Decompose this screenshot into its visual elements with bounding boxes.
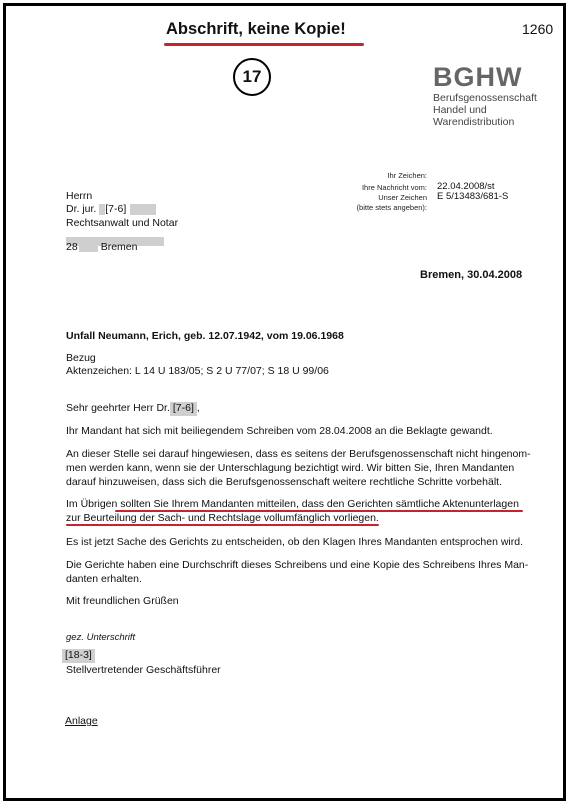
letter-subject: Unfall Neumann, Erich, geb. 12.07.1942, vom 19.06.1968 [66, 330, 344, 342]
address-postcode: 28 [66, 241, 78, 253]
page-number: 1260 [522, 21, 554, 37]
salutation-prefix: Sehr geehrter Herr Dr. [66, 402, 170, 414]
redaction-box [130, 204, 156, 215]
paragraph-3-line-1: Im Übrigen sollten Sie Ihrem Mandanten mitteilen, dass den Gerichten sämtliche Aktenunterlagen [66, 498, 519, 510]
address-name [66, 203, 156, 215]
logo-line-1: Berufsgenossenschaft [433, 92, 537, 104]
address-salutation: Herrn [66, 190, 93, 202]
signature: gez. Unterschrift [66, 632, 136, 643]
paragraph-5-line-2: danten erhalten. [66, 573, 142, 585]
address-city-name: Bremen [100, 241, 138, 253]
salutation-suffix: , [196, 402, 200, 414]
salutation [66, 402, 200, 416]
paragraph-4: Es ist jetzt Sache des Gerichts zu entscheiden, ob den Klagen Ihres Mandanten entsprochen wird. [66, 536, 524, 548]
signer-title: Stellvertretender Geschäftsführer [66, 664, 221, 676]
bghw-logo: BGHW [433, 62, 523, 92]
address-redaction-tag: [7-6] [105, 203, 127, 215]
ref-label-ihr-zeichen: Ihr Zeichen: [387, 171, 427, 180]
ref-label-nachricht: Ihre Nachricht vom: [361, 183, 427, 192]
bezug-label: Bezug [66, 352, 96, 364]
redaction-box [79, 242, 98, 252]
address-profession: Rechtsanwalt und Notar [66, 217, 179, 229]
ref-value-unser-zeichen: E 5/13483/681-S [437, 191, 509, 202]
address-city [66, 241, 137, 253]
document-page [3, 3, 566, 801]
attachment-label: Anlage [65, 715, 98, 727]
logo-line-3: Warendistribution [433, 116, 515, 128]
paragraph-2-line-2: men werden kann, wenn sie der Unterschlagung bezichtigt wird. Wir bitten Sie, Ihren Mandanten [66, 462, 515, 474]
stamp-title: Abschrift, keine Kopie! [166, 20, 346, 38]
closing: Mit freundlichen Grüßen [66, 595, 179, 607]
ref-value-nachricht: 22.04.2008/st [437, 181, 495, 192]
signer-redaction-tag: [18-3] [62, 649, 95, 663]
logo-line-2: Handel und [433, 104, 487, 116]
paragraph-2-line-3: darauf hinzuweisen, dass sich die Berufsgenossenschaft weitere rechtliche Schritte vorbehält. [66, 476, 502, 488]
address-title: Dr. jur. [66, 203, 97, 215]
paragraph-3-line-2: zur Beurteilung der Sach- und Rechtslage vollumfänglich vorliegen. [66, 512, 379, 524]
paragraph-2-line-1: An dieser Stelle sei darauf hingewiesen, dass es seitens der Berufsgenossenschaft nicht hingenom- [66, 448, 531, 460]
paragraph-1: Ihr Mandant hat sich mit beiliegendem Schreiben vom 28.04.2008 an die Beklagte gewandt. [66, 425, 493, 437]
stamp-underline [164, 43, 364, 46]
salutation-redaction-tag: [7-6] [170, 402, 197, 416]
ref-note-unser-zeichen: (bitte stets angeben): [356, 203, 427, 212]
signer-name-redacted [62, 649, 95, 663]
circled-number: 17 [233, 58, 271, 96]
highlight-underline-2 [66, 524, 379, 526]
ref-label-unser-zeichen: Unser Zeichen [378, 193, 427, 202]
paragraph-5-line-1: Die Gerichte haben eine Durchschrift dieses Schreibens und eine Kopie des Schreibens Ihres Man- [66, 559, 529, 571]
letter-date: Bremen, 30.04.2008 [420, 269, 523, 281]
aktenzeichen: Aktenzeichen: L 14 U 183/05; S 2 U 77/07; S 18 U 99/06 [66, 365, 329, 377]
